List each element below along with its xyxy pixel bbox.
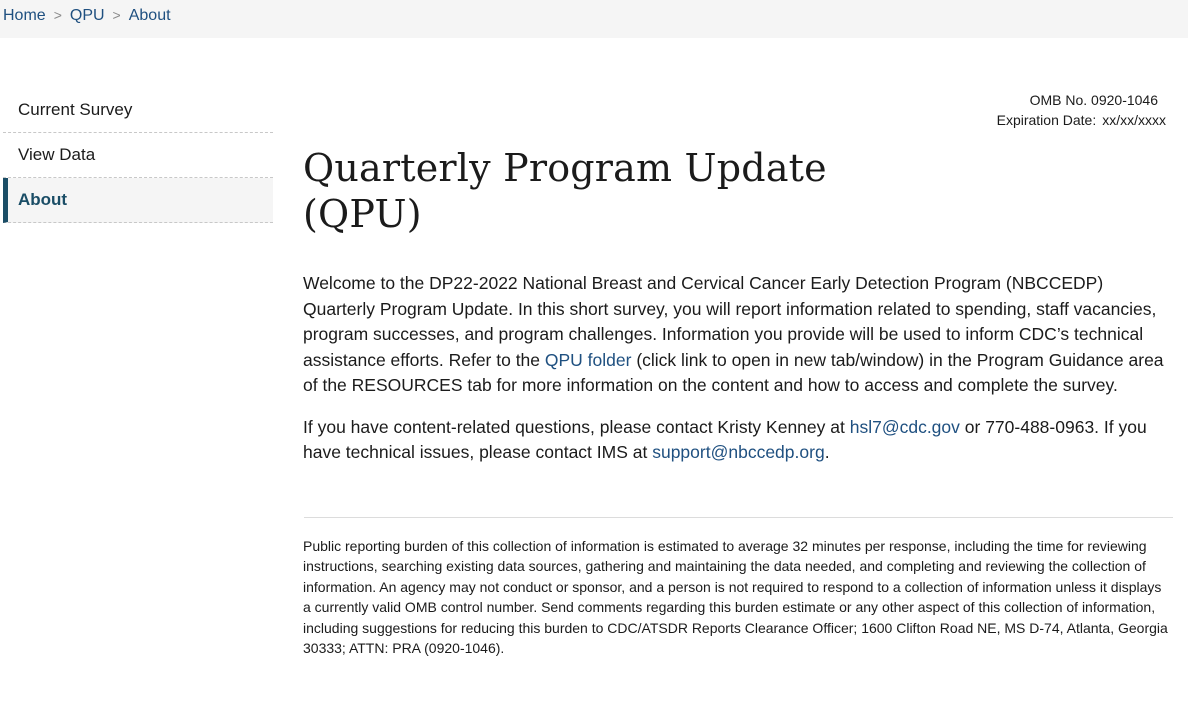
sidebar-item-view-data[interactable]: View Data [3,133,273,178]
burden-statement: Public reporting burden of this collection of information is estimated to average 32 minutes per response, including the time for reviewing instructions, searching existing data sources, gathering and maintaining the data needed, and completing and reviewing the collection of information. An agency may not conduct or sponsor, and a person is not required to respond to a collection of information unless it displays a currently valid OMB control number. Send comments regarding this burden estimate or any other aspect of this collection of information, including suggestions for reducing this burden to CDC/ATSDR Reports Clearance Officer; 1600 Clifton Road NE, MS D-74, Atlanta, Georgia 30333; ATTN: PRA (0920-1046). [303,537,1168,656]
contact-text-end: . [824,442,830,462]
intro-paragraph [303,271,1173,399]
omb-info [997,90,1166,130]
omb-expiration [997,110,1166,130]
breadcrumb-about-link[interactable]: About [128,7,171,24]
expiration-value: xx/xx/xxxx [1102,112,1166,128]
breadcrumb-separator: > [112,7,121,23]
cdc-email-link[interactable]: hsl7@cdc.gov [849,416,960,437]
support-email-link[interactable]: support@nbccedp.org [652,442,825,462]
intro-text: Welcome to the DP22-2022 National Breast and Cervical Cancer Early Detection Program (NBCCEDP) Quarterly Program Update. In this short survey, you will report information related to spending, staff vacancies, program successes, and program challenges. Information you provide will be used to inform CDC’s technical assistance efforts. Refer to the [303,273,1157,370]
breadcrumb-bar [0,0,1188,38]
omb-number: OMB No. 0920-1046 [1029,92,1158,108]
sidebar-item-about[interactable]: About [3,178,273,223]
breadcrumb-home-link[interactable]: Home [3,7,46,24]
sidebar-item-current-survey[interactable]: Current Survey [3,88,273,133]
page-title-line-1: Quarterly Program Update [303,146,827,190]
breadcrumb [3,5,171,26]
contact-paragraph [303,415,1173,466]
breadcrumb-separator: > [53,7,62,23]
breadcrumb-qpu-link[interactable]: QPU [69,7,105,24]
page-title-line-2: (QPU) [303,192,422,236]
qpu-folder-link[interactable]: QPU folder [544,349,632,370]
contact-text: If you have content-related questions, please contact Kristy Kenney at [303,416,850,437]
sidebar-nav [3,88,273,223]
contact-text-continued: or 770-488-0963. If you have technical issues, please contact IMS at [303,416,1147,462]
page-title [303,145,1173,237]
intro-text-continued: (click link to open in new tab/window) in the Program Guidance area of the RESOURCES tab for more information on the content and how to access and complete the survey. [303,349,1164,395]
section-divider [304,517,1173,518]
main-content [303,145,1173,659]
expiration-label: Expiration Date: [996,112,1097,128]
